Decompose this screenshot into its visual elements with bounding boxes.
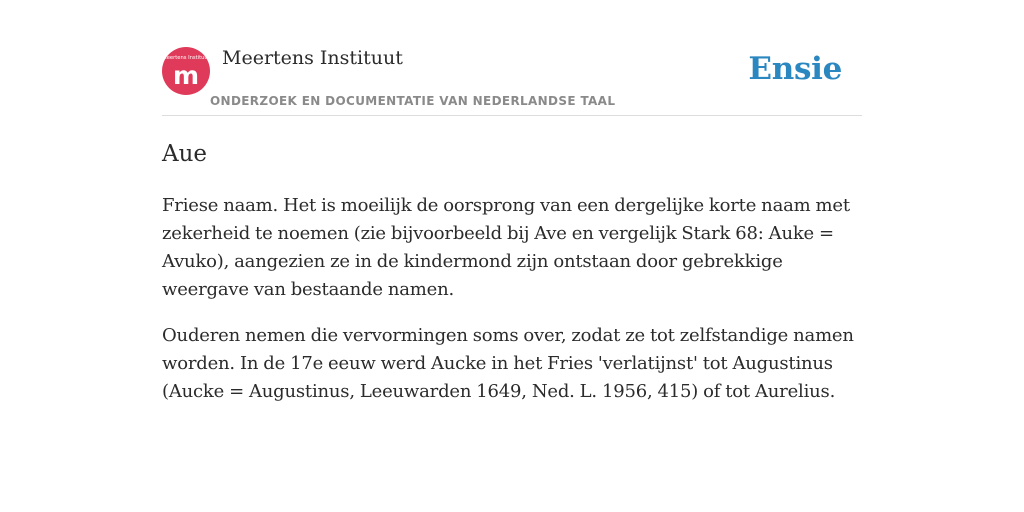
ensie-brand[interactable]: Ensie: [748, 51, 842, 87]
site-header: [162, 0, 862, 116]
meertens-logo[interactable]: [162, 47, 210, 95]
entry-body: [162, 192, 862, 424]
entry-title: Aue: [162, 141, 208, 167]
logo-letter: m: [172, 61, 200, 90]
page-container: [162, 0, 862, 512]
org-tagline: ONDERZOEK EN DOCUMENTATIE VAN NEDERLANDSE TAAL: [210, 94, 616, 108]
logo-text: Meertens Instituut: [162, 55, 210, 61]
org-name[interactable]: Meertens Instituut: [222, 47, 403, 69]
entry-paragraph-1: Friese naam. Het is moeilijk de oorsprong van een dergelijke korte naam met zekerheid te noemen (zie bijvoorbeeld bij Ave en vergelijk Stark 68: Auke = Avuko), aangezien ze in de kindermond zijn ontstaan door gebrekkige weergave van bestaande namen.: [162, 195, 850, 300]
entry-paragraph-2: Ouderen nemen die vervormingen soms over, zodat ze tot zelfstandige namen worden. In de 17e eeuw werd Aucke in het Fries 'verlatijnst' tot Augustinus (Aucke = Augustinus, Leeuwarden 1649, Ned. L. 1956, 415) of tot Aurelius.: [162, 325, 854, 402]
